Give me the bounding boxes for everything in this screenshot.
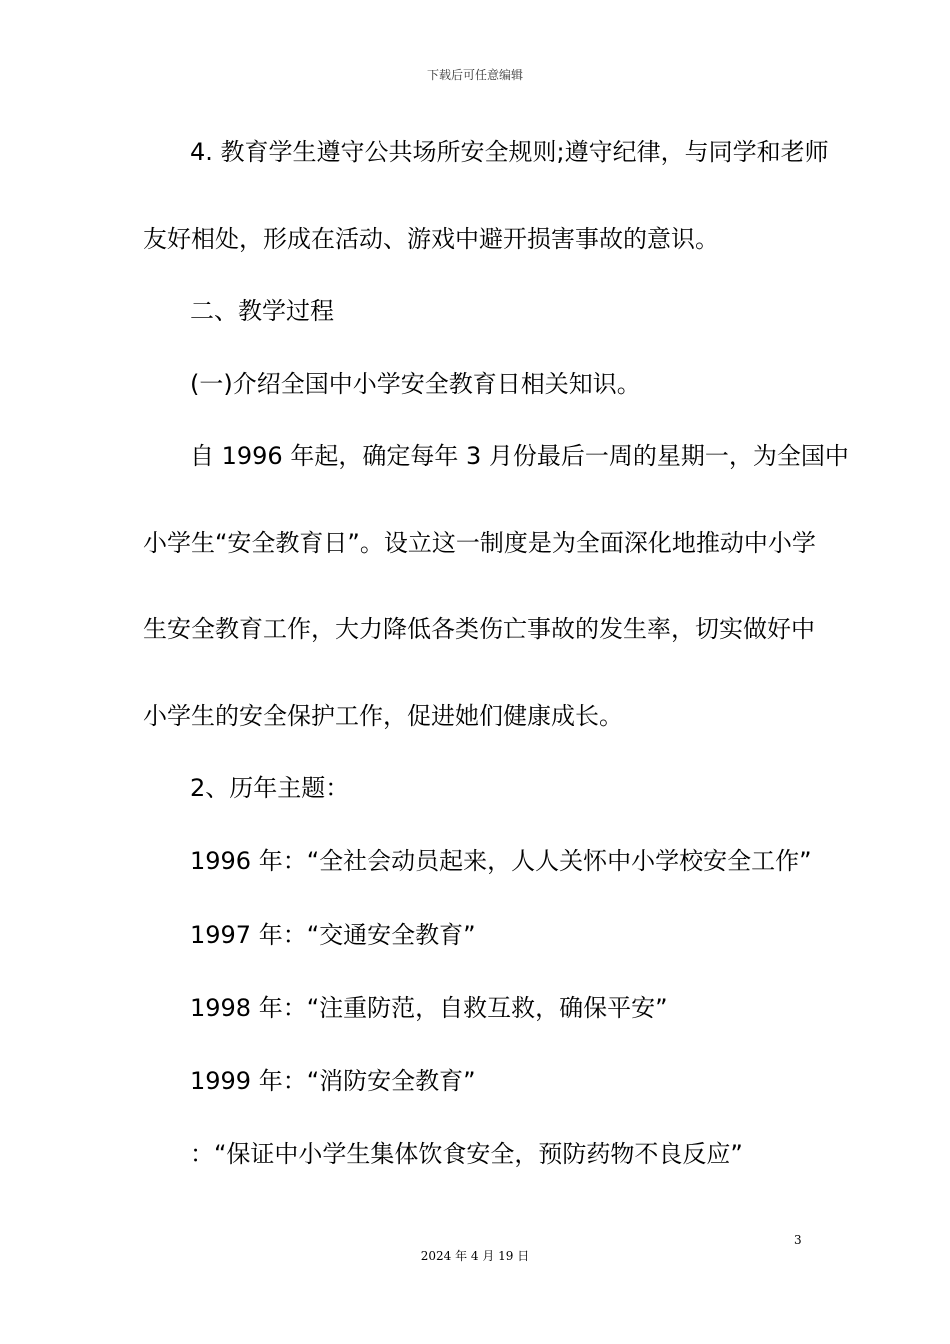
paragraph-line-6: 小学生“安全教育日”。设立这一制度是为全面深化地推动中小学 <box>143 529 816 557</box>
paragraph-line-5: 自 1996 年起，确定每年 3 月份最后一周的星期一，为全国中 <box>190 442 849 470</box>
theme-item-1999: 1999 年：“消防安全教育” <box>190 1067 476 1095</box>
page-header: 下载后可任意编辑 <box>426 68 523 82</box>
paragraph-line-1: 4. 教育学生遵守公共场所安全规则;遵守纪律，与同学和老师 <box>190 138 829 166</box>
page-number: 3 <box>794 1233 802 1247</box>
paragraph-line-8: 小学生的安全保护工作，促进她们健康成长。 <box>143 702 623 730</box>
theme-item-1997: 1997 年：“交通安全教育” <box>190 921 476 949</box>
themes-heading: 2、历年主题： <box>190 774 350 802</box>
theme-item-1998: 1998 年：“注重防范，自救互救，确保平安” <box>190 994 668 1022</box>
theme-item-1996: 1996 年：“全社会动员起来，人人关怀中小学校安全工作” <box>190 847 812 875</box>
paragraph-line-7: 生安全教育工作，大力降低各类伤亡事故的发生率，切实做好中 <box>143 615 815 643</box>
footer-date: 2024 年 4 月 19 日 <box>420 1249 530 1263</box>
section-heading-teaching-process: 二、教学过程 <box>190 297 334 325</box>
paragraph-line-2: 友好相处，形成在活动、游戏中避开损害事故的意识。 <box>143 225 719 253</box>
subsection-heading: (一)介绍全国中小学安全教育日相关知识。 <box>190 370 641 398</box>
theme-item-food-safety: ：“保证中小学生集体饮食安全，预防药物不良反应” <box>190 1140 743 1168</box>
